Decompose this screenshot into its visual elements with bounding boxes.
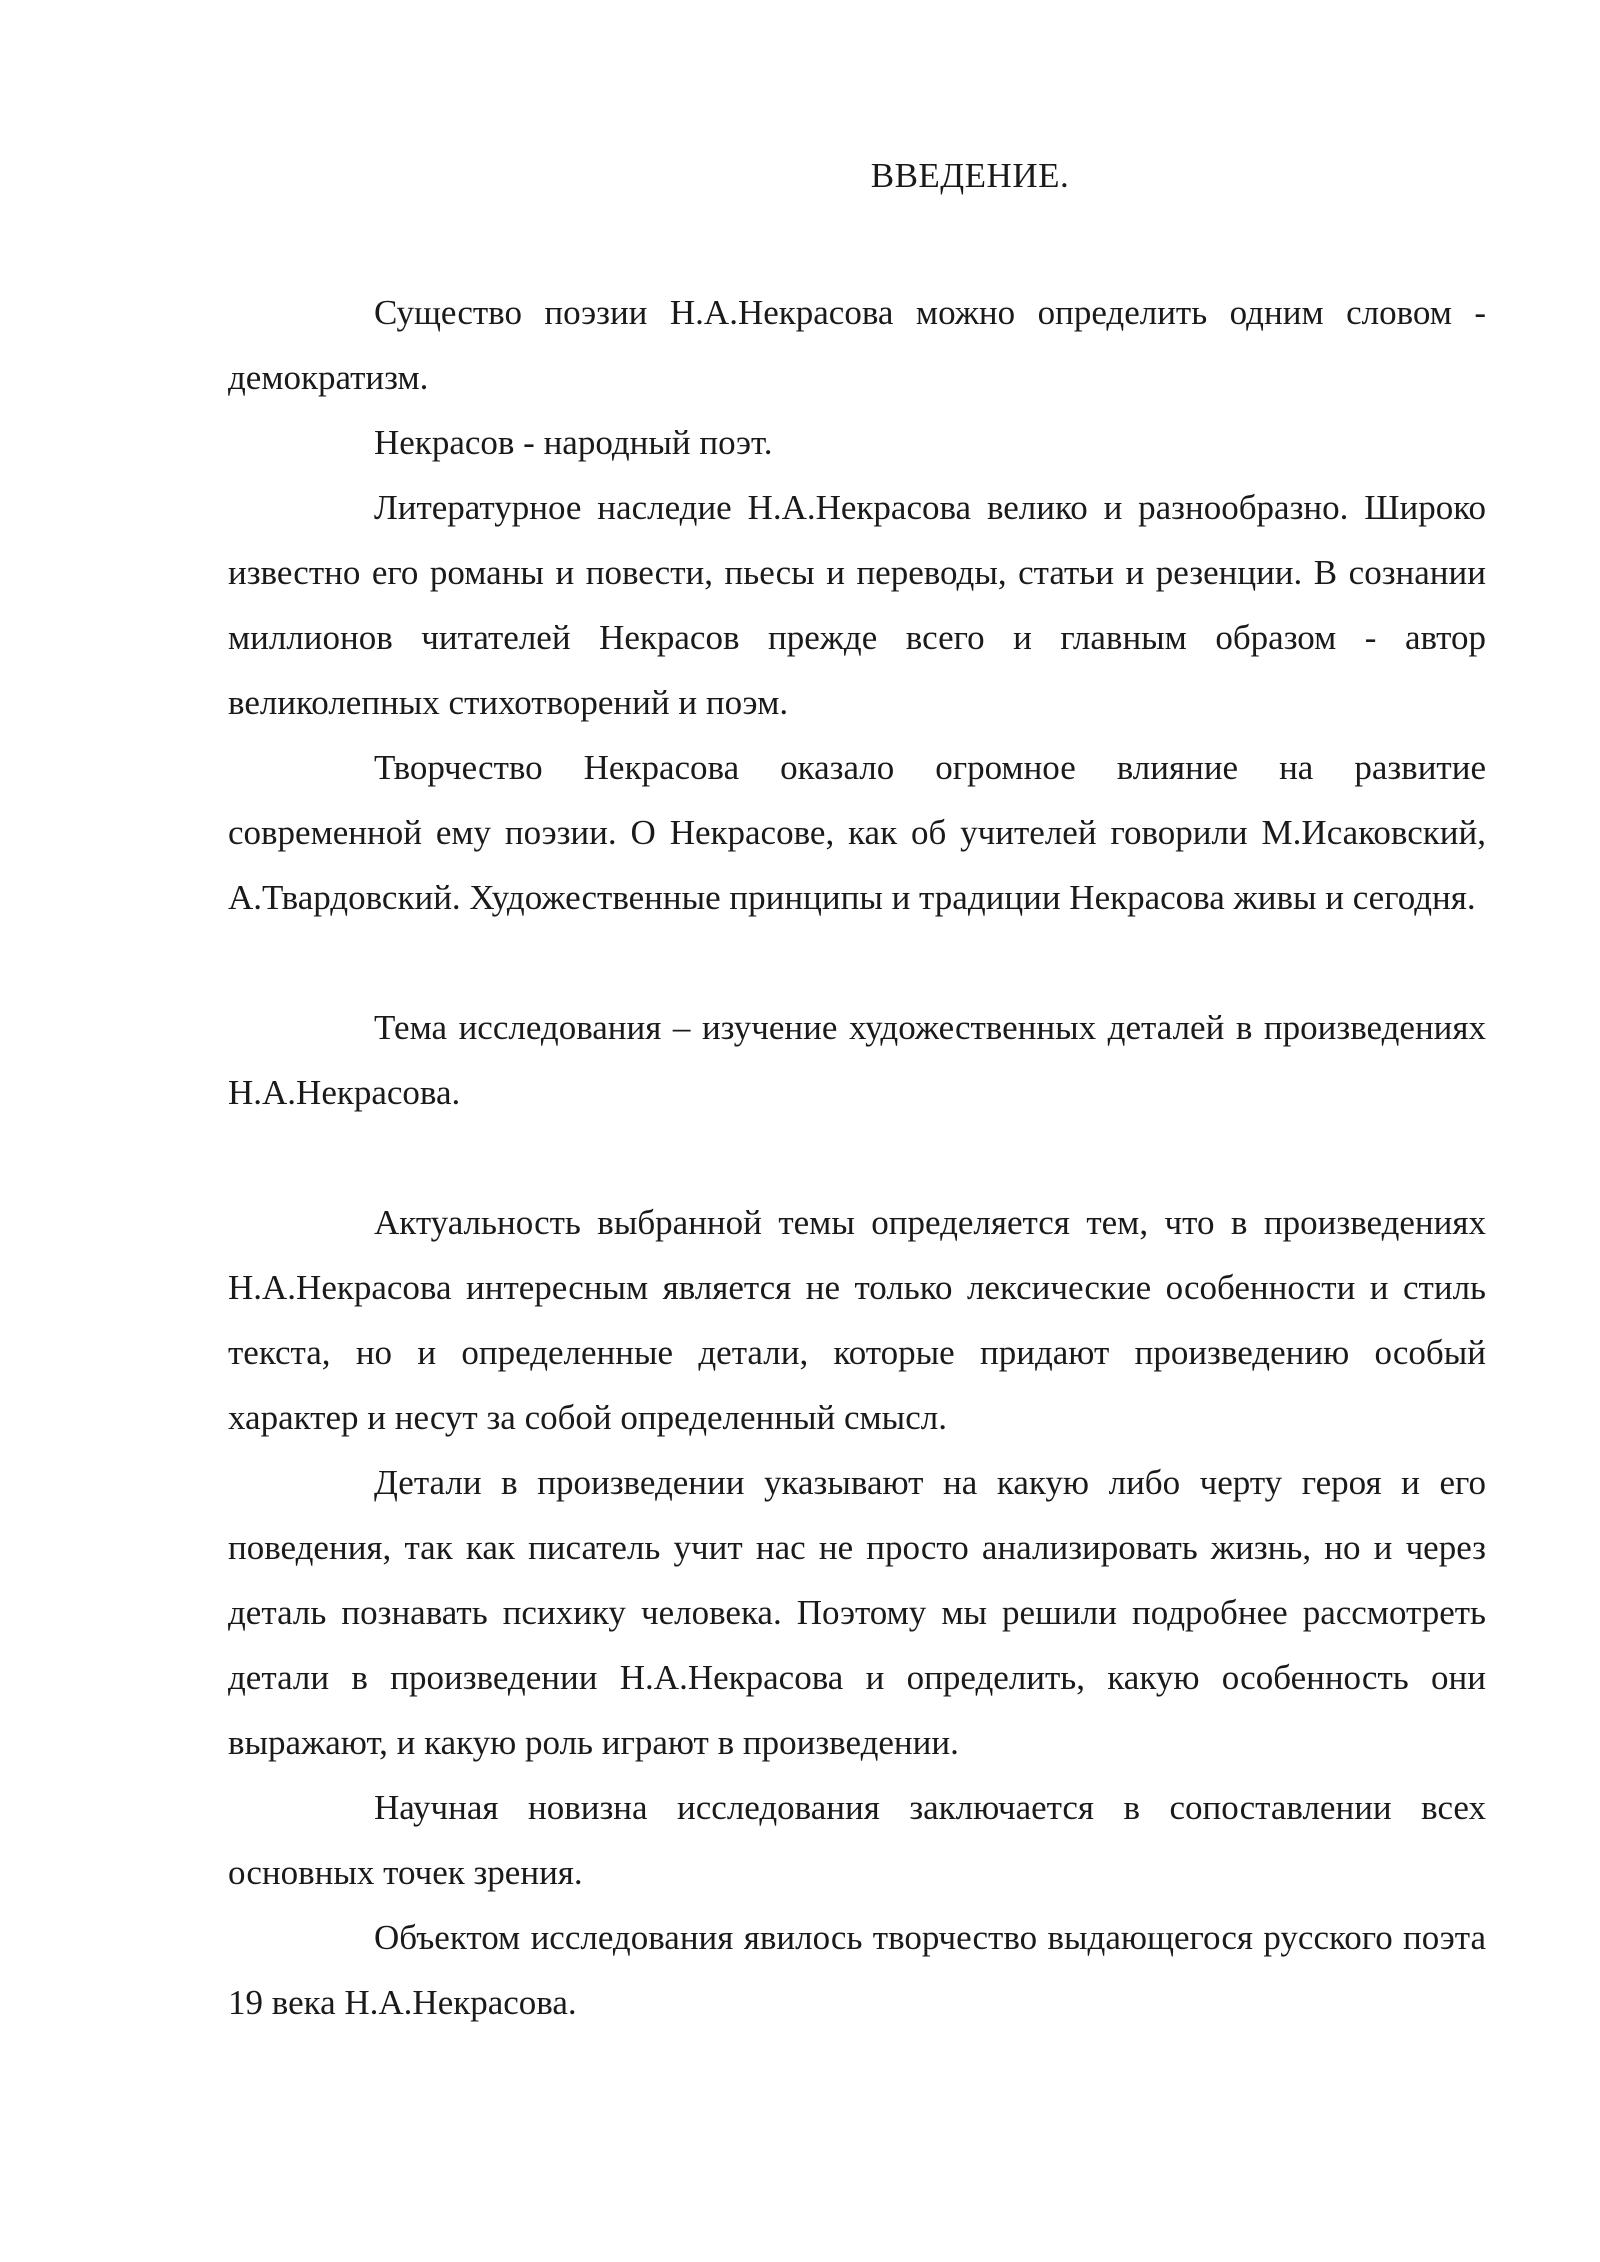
paragraph-spacer [228, 1125, 1486, 1190]
paragraph-research-object: Объектом исследования явилось творчество выдающегося русского поэта 19 века Н.А.Некрасова. [228, 1918, 1486, 2022]
paragraph-democratism: Существо поэзии Н.А.Некрасова можно определить одним словом - демократизм. [228, 293, 1486, 397]
paragraph-spacer [228, 930, 1486, 995]
document-body [228, 280, 1486, 2035]
paragraph-relevance: Актуальность выбранной темы определяется тем, что в произведениях Н.А.Некрасова интересным является не только лексические особенности и стиль текста, но и определенные детали, которые придают произведению особый характер и несут за собой определенный смысл. [228, 1203, 1486, 1437]
paragraph-details: Детали в произведении указывают на какую либо черту героя и его поведения, так как писатель учит нас не просто анализировать жизнь, но и через деталь познавать психику человека. Поэтому мы решили подробнее рассмотреть детали в произведении Н.А.Некрасова и определить, какую особенность они выражают, и какую роль играют в произведении. [228, 1463, 1486, 1762]
paragraph-research-topic: Тема исследования – изучение художественных деталей в произведениях Н.А.Некрасова. [228, 1008, 1486, 1112]
page-title: ВВЕДЕНИЕ. [870, 156, 1070, 195]
paragraph-influence: Творчество Некрасова оказало огромное влияние на развитие современной ему поэзии. О Некрасове, как об учителей говорили М.Исаковский, А.Твардовский. Художественные принципы и традиции Некрасова живы и сегодня. [228, 748, 1486, 917]
paragraph-novelty: Научная новизна исследования заключается в сопоставлении всех основных точек зрения. [228, 1788, 1486, 1892]
paragraph-literary-heritage: Литературное наследие Н.А.Некрасова велико и разнообразно. Широко известно его романы и повести, пьесы и переводы, статьи и резенции. В сознании миллионов читателей Некрасов прежде всего и главным образом - автор великолепных стихотворений и поэм. [228, 488, 1486, 722]
paragraph-folk-poet: Некрасов - народный поэт. [374, 423, 773, 462]
